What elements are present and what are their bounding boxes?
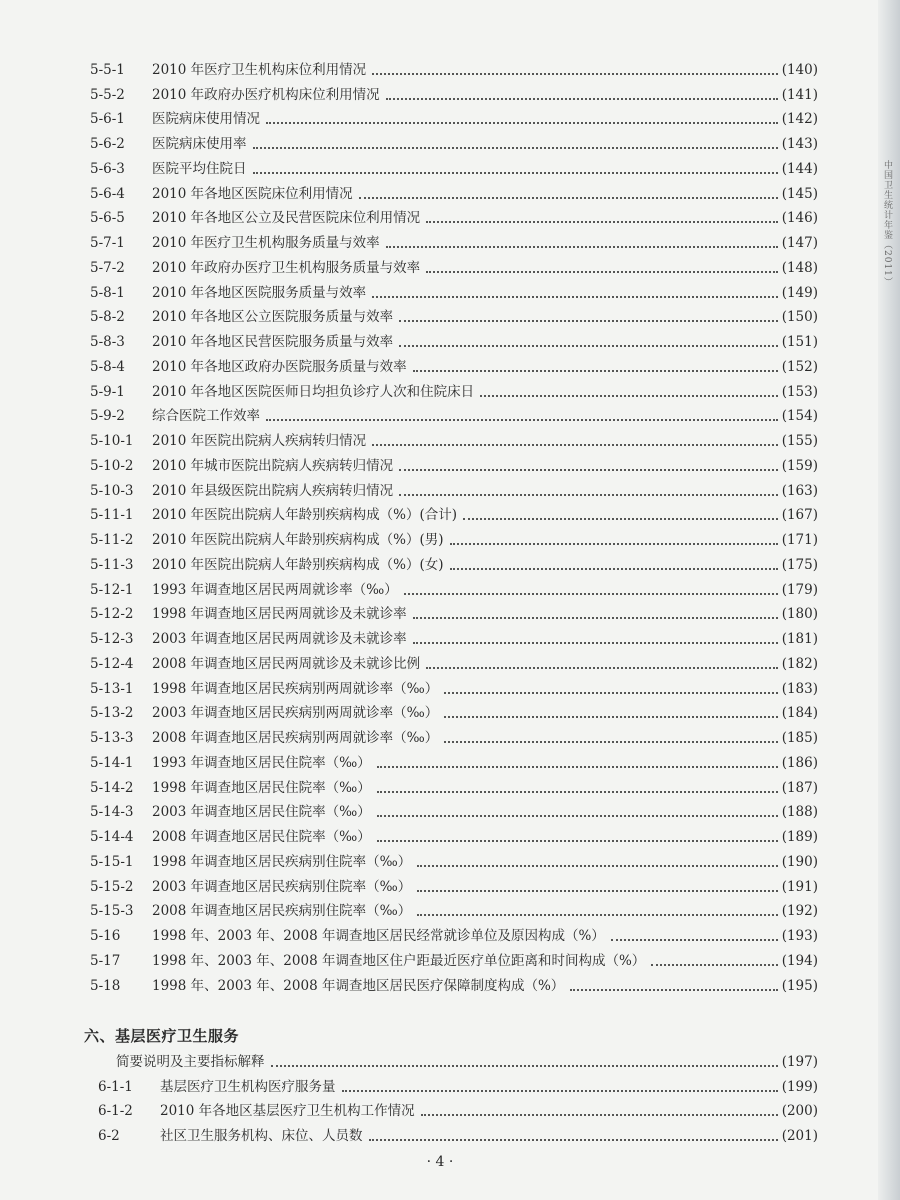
toc-entry-title: 2010 年政府办医疗卫生机构服务质量与效率 — [152, 259, 421, 276]
dot-leader — [611, 939, 778, 941]
toc-entry-title: 2010 年医院出院病人年龄别疾病构成（%）(女) — [152, 556, 444, 573]
toc-entry-number: 5-15-3 — [90, 903, 134, 920]
toc-entry[interactable] — [90, 599, 818, 624]
toc-entry-number: 5-7-2 — [90, 259, 125, 276]
toc-entry-page: (199) — [781, 1078, 818, 1095]
toc-entry-title: 医院病床使用情况 — [152, 111, 260, 128]
toc-entry-page: (167) — [781, 507, 818, 524]
dot-leader — [369, 1139, 778, 1141]
toc-entry-number: 5-13-3 — [90, 730, 134, 746]
toc-entry-page: (190) — [781, 853, 818, 870]
dot-leader — [377, 815, 778, 817]
toc-entry[interactable] — [90, 425, 818, 450]
dot-leader — [399, 469, 778, 471]
toc-entry[interactable] — [90, 772, 818, 797]
toc-entry-page: (175) — [781, 556, 818, 573]
toc-entry-number: 5-8-1 — [90, 284, 125, 301]
toc-entry-page: (155) — [781, 433, 818, 449]
toc-entry-page: (148) — [781, 259, 818, 276]
toc-entry-title: 2010 年医院出院病人年龄别疾病构成（%）(合计) — [152, 507, 458, 524]
toc-entry-page: (141) — [781, 86, 818, 103]
toc-entry-title: 2003 年调查地区居民疾病别住院率（‰） — [152, 878, 412, 895]
toc-entry-page: (159) — [781, 457, 818, 474]
toc-entry-title: 2008 年调查地区居民疾病别两周就诊率（‰） — [152, 730, 439, 746]
toc-entry-title: 1993 年调查地区居民两周就诊率（‰） — [152, 581, 398, 598]
toc-entry[interactable] — [90, 302, 818, 327]
toc-entry-page: (187) — [781, 779, 818, 796]
toc-entry[interactable] — [90, 920, 818, 945]
toc-entry-number: 5-13-1 — [90, 680, 134, 697]
toc-entry-page: (142) — [781, 111, 818, 128]
toc-entry-page: (186) — [781, 754, 818, 771]
dot-leader — [444, 716, 777, 718]
toc-entry-number: 6-1-1 — [98, 1078, 133, 1095]
toc-entry-title: 2010 年医疗卫生机构服务质量与效率 — [152, 235, 380, 251]
toc-entry-page: (151) — [781, 334, 818, 350]
toc-entry-page: (150) — [781, 309, 818, 326]
toc-entry-number: 5-12-2 — [90, 606, 134, 623]
toc-entry-title: 2003 年调查地区居民两周就诊及未就诊率 — [152, 631, 407, 647]
toc-entry-page: (147) — [781, 235, 818, 251]
toc-entry-number: 5-8-3 — [90, 334, 125, 350]
toc-entry-title: 1998 年调查地区居民住院率（‰） — [152, 779, 371, 796]
dot-leader — [570, 989, 777, 991]
toc-entry-number: 5-7-1 — [90, 235, 125, 251]
toc-entry[interactable] — [90, 970, 818, 995]
toc-entry-title: 1998 年调查地区居民疾病别两周就诊率（‰） — [152, 680, 439, 697]
page-number: · 4 · — [426, 1154, 454, 1170]
toc-entry-page: (193) — [781, 928, 818, 944]
dot-leader — [444, 692, 777, 694]
toc-entry[interactable] — [90, 450, 818, 475]
dot-leader — [417, 914, 777, 916]
dot-leader — [253, 147, 778, 149]
toc-entry-page: (146) — [781, 210, 818, 227]
dot-leader — [386, 98, 778, 100]
toc-entry-number: 5-8-4 — [90, 358, 125, 375]
toc-entry-page: (194) — [781, 952, 818, 969]
toc-entry-title: 简要说明及主要指标解释 — [116, 1053, 265, 1070]
toc-entry-title: 1998 年调查地区居民疾病别住院率（‰） — [152, 853, 412, 870]
toc-entry[interactable] — [90, 376, 818, 401]
spine-title: 中国卫生统计年鉴（2011） — [882, 160, 892, 287]
toc-entry-page: (144) — [781, 160, 818, 177]
toc-entry[interactable] — [90, 673, 818, 698]
toc-entry-number: 5-5-1 — [90, 61, 125, 78]
toc-entry-number: 5-6-1 — [90, 111, 125, 128]
toc-entry-number: 5-6-2 — [90, 136, 125, 152]
toc-entry[interactable] — [90, 722, 818, 747]
toc-entry-number: 5-16 — [90, 928, 121, 944]
toc-entry[interactable] — [90, 54, 818, 79]
toc-entry-title: 2010 年医院出院病人疾病转归情况 — [152, 433, 367, 449]
toc-entry[interactable] — [90, 153, 818, 178]
toc-entry-title: 2010 年城市医院出院病人疾病转归情况 — [152, 457, 394, 474]
toc-entry[interactable] — [90, 623, 818, 648]
toc-entry-title: 2010 年各地区基层医疗卫生机构工作情况 — [160, 1103, 415, 1120]
toc-entry-title: 2010 年县级医院出院病人疾病转归情况 — [152, 482, 394, 499]
toc-entry[interactable] — [90, 326, 818, 351]
toc-entry[interactable] — [90, 79, 818, 104]
dot-leader — [377, 840, 778, 842]
toc-entry-page: (192) — [781, 903, 818, 920]
toc-entry-number: 5-14-3 — [90, 804, 134, 821]
toc-entry-number: 5-14-1 — [90, 754, 134, 771]
toc-entry-page: (145) — [781, 185, 818, 202]
toc-entry[interactable] — [90, 475, 818, 500]
toc-entry-number: 5-10-3 — [90, 482, 134, 499]
toc-entry-title: 2008 年调查地区居民疾病别住院率（‰） — [152, 903, 412, 920]
toc-entry[interactable] — [90, 203, 818, 228]
dot-leader — [450, 543, 778, 545]
toc-entry-page: (188) — [781, 804, 818, 821]
dot-leader — [463, 518, 778, 520]
toc-entry-page: (189) — [781, 829, 818, 845]
toc-entry-number: 5-6-3 — [90, 160, 125, 177]
dot-leader — [377, 791, 778, 793]
toc-entry-title: 2010 年各地区医院医师日均担负诊疗人次和住院床日 — [152, 383, 475, 400]
toc-entry-page: (140) — [781, 61, 818, 78]
dot-leader — [426, 221, 778, 223]
toc-entry-number: 5-17 — [90, 952, 121, 969]
toc-entry-title: 综合医院工作效率 — [152, 408, 260, 425]
toc-entry[interactable] — [90, 227, 818, 252]
toc-entry[interactable] — [90, 178, 818, 203]
dot-leader — [372, 73, 778, 75]
toc-entry-title: 医院平均住院日 — [152, 160, 247, 177]
dot-leader — [444, 741, 777, 743]
dot-leader — [386, 246, 778, 248]
dot-leader — [253, 172, 778, 174]
toc-entry-number: 5-9-1 — [90, 383, 125, 400]
toc-entry-page: (163) — [781, 482, 818, 499]
toc-entry-title: 社区卫生服务机构、床位、人员数 — [160, 1128, 363, 1144]
dot-leader — [413, 617, 778, 619]
toc-entry[interactable] — [90, 524, 818, 549]
toc-entry-number: 5-11-2 — [90, 532, 134, 548]
toc-entry-number: 6-2 — [98, 1128, 120, 1144]
toc-entry-page: (143) — [781, 136, 818, 152]
toc-entry-number: 5-13-2 — [90, 705, 134, 722]
toc-entry[interactable] — [90, 252, 818, 277]
dot-leader — [404, 593, 778, 595]
toc-entry-title: 2003 年调查地区居民住院率（‰） — [152, 804, 371, 821]
dot-leader — [342, 1090, 778, 1092]
toc-entry[interactable] — [90, 549, 818, 574]
toc-entry[interactable] — [98, 1096, 818, 1121]
toc-entry-title: 1998 年、2003 年、2008 年调查地区居民医疗保障制度构成（%） — [152, 977, 565, 994]
toc-entry[interactable] — [98, 1071, 818, 1096]
toc-entry-title: 基层医疗卫生机构医疗服务量 — [160, 1078, 336, 1095]
toc-entry-number: 6-1-2 — [98, 1103, 133, 1120]
dot-leader — [271, 1065, 778, 1067]
toc-entry-title: 2010 年各地区公立及民营医院床位利用情况 — [152, 210, 421, 227]
toc-entry-page: (149) — [781, 284, 818, 301]
dot-leader — [480, 395, 778, 397]
toc-entry[interactable] — [90, 821, 818, 846]
dot-leader — [413, 370, 778, 372]
toc-entry-title: 2010 年医疗卫生机构床位利用情况 — [152, 61, 367, 78]
toc-entry-page: (152) — [781, 358, 818, 375]
toc-entry-title: 2010 年各地区公立医院服务质量与效率 — [152, 309, 394, 326]
dot-leader — [377, 766, 778, 768]
toc-entry[interactable] — [90, 797, 818, 822]
toc-entry-page: (185) — [781, 730, 818, 746]
toc-entry-page: (191) — [781, 878, 818, 895]
dot-leader — [413, 642, 778, 644]
toc-entry-number: 5-15-1 — [90, 853, 134, 870]
toc-entry-number: 5-14-4 — [90, 829, 134, 845]
toc-entry-title: 医院病床使用率 — [152, 136, 247, 152]
toc-entry-title: 2010 年各地区医院服务质量与效率 — [152, 284, 367, 301]
dot-leader — [426, 667, 778, 669]
toc-entry-number: 5-12-1 — [90, 581, 134, 598]
section-heading: 六、基层医疗卫生服务 — [84, 1027, 240, 1045]
toc-entry-number: 5-12-4 — [90, 655, 134, 672]
toc-entry-page: (197) — [781, 1053, 818, 1070]
toc-entry-page: (183) — [781, 680, 818, 697]
toc-entry-title: 1998 年、2003 年、2008 年调查地区住户距最近医疗单位距离和时间构成（%） — [152, 952, 646, 969]
toc-entry[interactable] — [90, 500, 818, 525]
toc-entry-page: (181) — [781, 631, 818, 647]
dot-leader — [266, 122, 778, 124]
toc-list-section-6 — [98, 1046, 818, 1145]
toc-entry-page: (180) — [781, 606, 818, 623]
dot-leader — [651, 964, 777, 966]
toc-entry[interactable] — [90, 896, 818, 921]
toc-entry-title: 2003 年调查地区居民疾病别两周就诊率（‰） — [152, 705, 439, 722]
toc-entry-page: (171) — [781, 532, 818, 548]
toc-entry-title: 2010 年政府办医疗机构床位利用情况 — [152, 86, 380, 103]
dot-leader — [399, 494, 778, 496]
toc-entry-page: (153) — [781, 383, 818, 400]
toc-entry-title: 2008 年调查地区居民两周就诊及未就诊比例 — [152, 655, 421, 672]
toc-entry-number: 5-18 — [90, 977, 121, 994]
toc-entry[interactable] — [90, 846, 818, 871]
toc-entry[interactable] — [90, 945, 818, 970]
toc-entry-title: 2008 年调查地区居民住院率（‰） — [152, 829, 371, 845]
toc-entry-number: 5-14-2 — [90, 779, 134, 796]
toc-entry-page: (179) — [781, 581, 818, 598]
toc-entry-number: 5-6-5 — [90, 210, 125, 227]
toc-entry-page: (200) — [781, 1103, 818, 1120]
toc-entry[interactable] — [90, 871, 818, 896]
dot-leader — [417, 865, 777, 867]
toc-entry-title: 2010 年各地区民营医院服务质量与效率 — [152, 334, 394, 350]
toc-entry[interactable] — [90, 128, 818, 153]
dot-leader — [450, 568, 778, 570]
toc-entry-title: 1993 年调查地区居民住院率（‰） — [152, 754, 371, 771]
toc-entry[interactable] — [90, 401, 818, 426]
toc-entry-page: (154) — [781, 408, 818, 425]
toc-list — [90, 54, 818, 995]
dot-leader — [399, 320, 778, 322]
toc-entry[interactable] — [98, 1120, 818, 1145]
toc-entry-number: 5-9-2 — [90, 408, 125, 425]
toc-entry-number: 5-8-2 — [90, 309, 125, 326]
toc-entry-page: (182) — [781, 655, 818, 672]
toc-entry-title: 2010 年各地区医院床位利用情况 — [152, 185, 353, 202]
toc-entry[interactable] — [90, 698, 818, 723]
dot-leader — [417, 890, 777, 892]
toc-entry-title: 2010 年各地区政府办医院服务质量与效率 — [152, 358, 407, 375]
toc-entry-page: (195) — [781, 977, 818, 994]
toc-entry-number: 5-11-3 — [90, 556, 134, 573]
dot-leader — [372, 444, 778, 446]
toc-entry[interactable] — [90, 747, 818, 772]
toc-entry-number: 5-10-2 — [90, 457, 134, 474]
page-edge-band — [878, 0, 900, 1200]
toc-entry-number: 5-11-1 — [90, 507, 134, 524]
dot-leader — [399, 345, 778, 347]
toc-entry[interactable] — [90, 277, 818, 302]
toc-entry[interactable] — [90, 351, 818, 376]
toc-entry[interactable] — [90, 104, 818, 129]
toc-entry-page: (184) — [781, 705, 818, 722]
toc-entry-number: 5-10-1 — [90, 433, 134, 449]
toc-entry-title: 1998 年、2003 年、2008 年调查地区居民经常就诊单位及原因构成（%） — [152, 928, 605, 944]
toc-entry-number: 5-6-4 — [90, 185, 125, 202]
toc-entry-page: (201) — [781, 1128, 818, 1144]
toc-entry-title: 2010 年医院出院病人年龄别疾病构成（%）(男) — [152, 532, 444, 548]
dot-leader — [266, 419, 778, 421]
toc-entry-number: 5-5-2 — [90, 86, 125, 103]
toc-entry-title: 1998 年调查地区居民两周就诊及未就诊率 — [152, 606, 407, 623]
toc-entry-number: 5-15-2 — [90, 878, 134, 895]
dot-leader — [421, 1114, 778, 1116]
toc-entry[interactable] — [90, 648, 818, 673]
dot-leader — [426, 271, 778, 273]
toc-entry[interactable] — [90, 574, 818, 599]
dot-leader — [359, 197, 778, 199]
toc-entry-intro[interactable] — [98, 1046, 818, 1071]
toc-entry-number: 5-12-3 — [90, 631, 134, 647]
dot-leader — [372, 296, 778, 298]
